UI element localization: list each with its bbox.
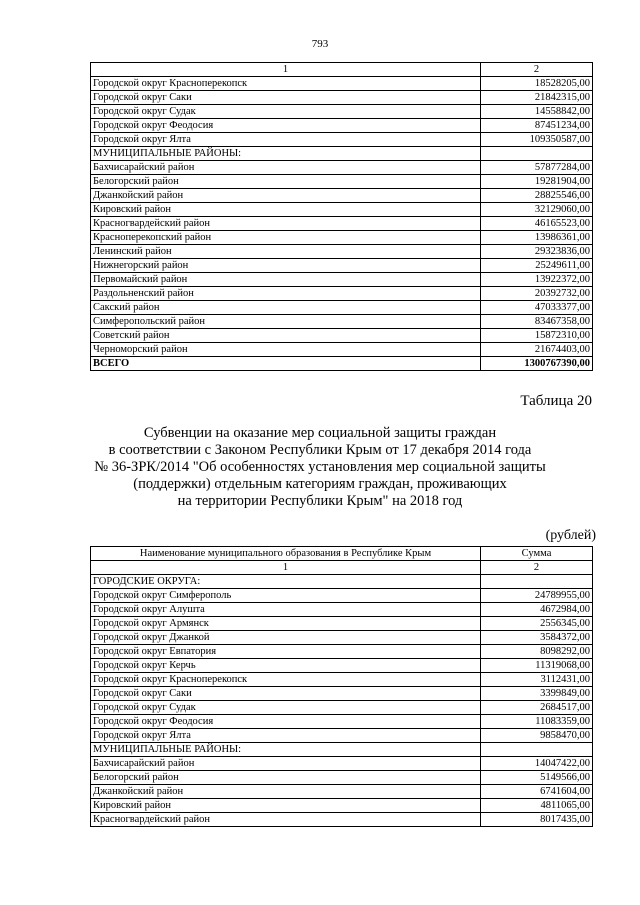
amount-value: 11083359,00 [481,715,593,729]
municipality-name: Городской округ Армянск [91,617,481,631]
table-row [91,259,593,273]
municipality-name: Бахчисарайский район [91,161,481,175]
table-row [91,315,593,329]
municipality-name: Городской округ Феодосия [91,715,481,729]
column-number-row [91,63,593,77]
table-row [91,161,593,175]
column-number-row [91,561,593,575]
table-row [91,203,593,217]
amount-value: 24789955,00 [481,589,593,603]
municipality-name: ГОРОДСКИЕ ОКРУГА: [91,575,481,589]
table-row [91,245,593,259]
municipality-name: Белогорский район [91,175,481,189]
amount-value: 14047422,00 [481,757,593,771]
amount-value: 25249611,00 [481,259,593,273]
amount-value: 87451234,00 [481,119,593,133]
municipality-name: Городской округ Красноперекопск [91,673,481,687]
column-header-sum: Сумма [481,547,593,561]
table-continued-body [91,77,593,357]
amount-value: 11319068,00 [481,659,593,673]
table-row [91,645,593,659]
municipality-name: Красногвардейский район [91,217,481,231]
caption-line: (поддержки) отдельным категориям граждан, проживающих [133,476,507,492]
municipality-name: Кировский район [91,203,481,217]
total-label: ВСЕГО [91,357,481,371]
amount-value: 3399849,00 [481,687,593,701]
municipality-name: МУНИЦИПАЛЬНЫЕ РАЙОНЫ: [91,147,481,161]
amount-value: 46165523,00 [481,217,593,231]
total-value: 1300767390,00 [481,357,593,371]
municipality-name: Бахчисарайский район [91,757,481,771]
table-row [91,757,593,771]
table-row [91,217,593,231]
municipality-name: Красногвардейский район [91,813,481,827]
caption-line: № 36-ЗРК/2014 "Об особенностях установления мер социальной защиты [94,459,546,475]
table-row [91,287,593,301]
table-row [91,105,593,119]
amount-value: 83467358,00 [481,315,593,329]
amount-value: 19281904,00 [481,175,593,189]
amount-value [481,743,593,757]
amount-value: 47033377,00 [481,301,593,315]
municipality-name: Белогорский район [91,771,481,785]
amount-value: 5149566,00 [481,771,593,785]
amount-value: 2684517,00 [481,701,593,715]
table-row [91,785,593,799]
amount-value: 32129060,00 [481,203,593,217]
caption-line: Субвенции на оказание мер социальной защиты граждан [143,425,497,441]
table-row [91,589,593,603]
amount-value: 21674403,00 [481,343,593,357]
table-row [91,659,593,673]
amount-value: 2556345,00 [481,617,593,631]
municipality-name: Первомайский район [91,273,481,287]
table-row [91,771,593,785]
amount-value: 57877284,00 [481,161,593,175]
municipality-name: Сакский район [91,301,481,315]
municipality-name: Советский район [91,329,481,343]
table-row [91,715,593,729]
column-header-row [91,547,593,561]
amount-value: 13922372,00 [481,273,593,287]
table-row [91,175,593,189]
table-row [91,119,593,133]
page-number: 793 [311,38,329,50]
municipality-name: Городской округ Феодосия [91,119,481,133]
amount-value: 15872310,00 [481,329,593,343]
amount-value: 9858470,00 [481,729,593,743]
municipality-name: Симферопольский район [91,315,481,329]
municipality-name: Городской округ Симферополь [91,589,481,603]
amount-value: 28825546,00 [481,189,593,203]
units-label: (рублей) [545,528,596,543]
table-row [91,603,593,617]
table-row [91,743,593,757]
table-row [91,189,593,203]
table-row [91,673,593,687]
table-row [91,631,593,645]
table-continued [90,62,593,371]
municipality-name: Городской округ Судак [91,105,481,119]
column-number-1: 1 [91,561,481,575]
amount-value [481,575,593,589]
table-row [91,343,593,357]
municipality-name: Городской округ Ялта [91,133,481,147]
amount-value: 14558842,00 [481,105,593,119]
municipality-name: Нижнегорский район [91,259,481,273]
municipality-name: Городской округ Саки [91,91,481,105]
municipality-name: Городской округ Евпатория [91,645,481,659]
municipality-name: Городской округ Судак [91,701,481,715]
column-number-2: 2 [481,561,593,575]
municipality-name: Джанкойский район [91,785,481,799]
table-row [91,329,593,343]
amount-value: 20392732,00 [481,287,593,301]
amount-value: 109350587,00 [481,133,593,147]
municipality-name: Кировский район [91,799,481,813]
municipality-name: Красноперекопский район [91,231,481,245]
amount-value: 8017435,00 [481,813,593,827]
table-row [91,617,593,631]
amount-value: 6741604,00 [481,785,593,799]
amount-value: 29323836,00 [481,245,593,259]
amount-value: 4811065,00 [481,799,593,813]
total-row [91,357,593,371]
municipality-name: Городской округ Саки [91,687,481,701]
amount-value: 4672984,00 [481,603,593,617]
column-number-1: 1 [91,63,481,77]
table-row [91,273,593,287]
table-row [91,799,593,813]
table-row [91,133,593,147]
municipality-name: Городской округ Керчь [91,659,481,673]
amount-value: 3112431,00 [481,673,593,687]
amount-value: 18528205,00 [481,77,593,91]
municipality-name: Раздольненский район [91,287,481,301]
table-row [91,575,593,589]
table-row [91,813,593,827]
table-row [91,147,593,161]
municipality-name: Городской округ Ялта [91,729,481,743]
column-header-name: Наименование муниципального образования в Республике Крым [91,547,481,561]
municipality-name: МУНИЦИПАЛЬНЫЕ РАЙОНЫ: [91,743,481,757]
municipality-name: Джанкойский район [91,189,481,203]
caption-line: в соответствии с Законом Республики Крым от 17 декабря 2014 года [108,442,532,458]
table-row [91,91,593,105]
table-caption [0,425,640,510]
amount-value [481,147,593,161]
table-row [91,701,593,715]
municipality-name: Ленинский район [91,245,481,259]
subventions-table [90,546,593,827]
municipality-name: Черноморский район [91,343,481,357]
amount-value: 8098292,00 [481,645,593,659]
table-row [91,77,593,91]
municipality-name: Городской округ Красноперекопск [91,77,481,91]
table-row [91,231,593,245]
table-number: Таблица 20 [520,393,592,409]
amount-value: 3584372,00 [481,631,593,645]
amount-value: 21842315,00 [481,91,593,105]
caption-line: на территории Республики Крым" на 2018 год [177,493,463,509]
column-number-2: 2 [481,63,593,77]
municipality-name: Городской округ Алушта [91,603,481,617]
table-row [91,301,593,315]
table-row [91,687,593,701]
subventions-table-body [91,575,593,827]
table-row [91,729,593,743]
amount-value: 13986361,00 [481,231,593,245]
municipality-name: Городской округ Джанкой [91,631,481,645]
